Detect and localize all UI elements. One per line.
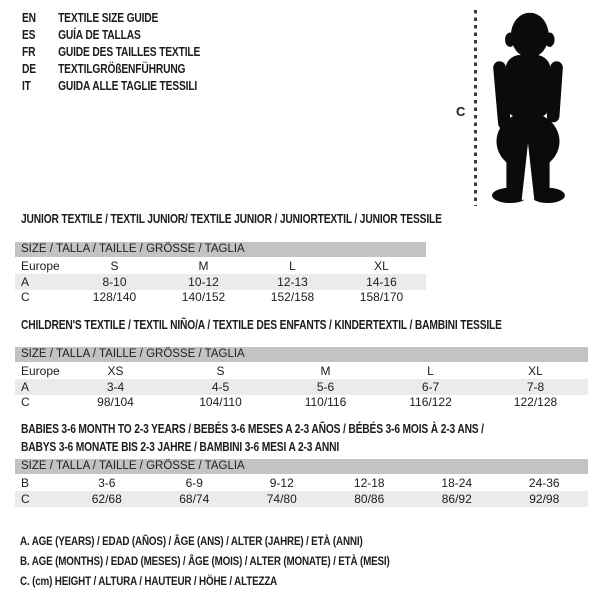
row-label: B <box>21 476 30 491</box>
junior-table-title: JUNIOR TEXTILE / TEXTIL JUNIOR/ TEXTILE JUNIOR / JUNIORTEXTIL / JUNIOR TESSILE <box>21 212 442 226</box>
value-cell: 92/98 <box>529 491 560 506</box>
value-cell: 6-7 <box>421 379 440 394</box>
size-cell: M <box>320 364 331 379</box>
value-cell: 3-4 <box>106 379 125 394</box>
table-row-height <box>15 290 426 306</box>
language-code: EN <box>22 11 36 25</box>
value-cell: 140/152 <box>181 290 226 305</box>
table-row-europe <box>15 259 426 275</box>
guide-title-en: TEXTILE SIZE GUIDE <box>58 11 159 25</box>
row-label: C <box>21 491 30 506</box>
guide-title-fr: GUIDE DES TAILLES TEXTILE <box>58 45 201 59</box>
table-row-age <box>15 379 588 395</box>
value-cell: 5-6 <box>316 379 335 394</box>
children-size-table <box>15 347 588 410</box>
babies-title-line2: BABYS 3-6 MONATE BIS 2-3 JAHRE / BAMBINI 3-6 MESI A 2-3 ANNI <box>21 440 340 454</box>
value-cell: 74/80 <box>266 491 297 506</box>
size-header-row: SIZE / TALLA / TAILLE / GRÖSSE / TAGLIA <box>15 347 588 362</box>
language-code: ES <box>22 28 36 42</box>
toddler-silhouette <box>483 8 573 210</box>
language-code: IT <box>22 79 31 93</box>
babies-title-line1: BABIES 3-6 MONTH TO 2-3 YEARS / BEBÉS 3-6 MESES A 2-3 AÑOS / BÉBÉS 3-6 MOIS À 2-3 ANS / <box>21 422 484 436</box>
guide-title-es: GUÍA DE TALLAS <box>58 28 141 42</box>
row-label: Europe <box>21 259 60 274</box>
value-cell: 24-36 <box>528 476 560 491</box>
value-cell: 80/86 <box>354 491 385 506</box>
language-row-it <box>22 78 200 95</box>
language-title-list <box>22 10 239 95</box>
guide-title-it: GUIDA ALLE TAGLIE TESSILI <box>58 79 198 93</box>
size-cell: L <box>289 259 296 274</box>
height-measure-dashed-line <box>474 10 477 206</box>
value-cell: 18-24 <box>441 476 473 491</box>
babies-size-table <box>15 459 588 507</box>
table-row-height <box>15 395 588 411</box>
value-cell: 14-16 <box>366 274 397 289</box>
value-cell: 8-10 <box>102 274 127 289</box>
note-b-age-months: B. AGE (MONTHS) / EDAD (MESES) / ÂGE (MOIS) / ALTER (MONATE) / ETÀ (MESI) <box>20 554 390 568</box>
row-label: C <box>21 290 30 305</box>
junior-size-table <box>15 242 426 305</box>
size-cell: L <box>427 364 434 379</box>
value-cell: 68/74 <box>179 491 210 506</box>
value-cell: 122/128 <box>513 395 558 410</box>
value-cell: 86/92 <box>441 491 472 506</box>
table-row-age-months <box>15 476 588 492</box>
language-code: DE <box>22 62 36 76</box>
value-cell: 98/104 <box>97 395 134 410</box>
value-cell: 4-5 <box>211 379 230 394</box>
note-a-age-years: A. AGE (YEARS) / EDAD (AÑOS) / ÂGE (ANS) / ALTER (JAHRE) / ETÀ (ANNI) <box>20 534 363 548</box>
size-cell: S <box>110 259 119 274</box>
value-cell: 3-6 <box>98 476 116 491</box>
legend-notes <box>20 531 471 591</box>
language-row-fr <box>22 44 200 61</box>
value-cell: 110/116 <box>304 395 347 410</box>
value-cell: 128/140 <box>92 290 137 305</box>
table-row-age <box>15 274 426 290</box>
value-cell: 158/170 <box>359 290 404 305</box>
row-label: A <box>21 274 30 289</box>
row-label: A <box>21 379 30 394</box>
size-header-row: SIZE / TALLA / TAILLE / GRÖSSE / TAGLIA <box>15 459 588 474</box>
value-cell: 7-8 <box>526 379 545 394</box>
language-row-en <box>22 10 200 27</box>
size-cell: M <box>198 259 209 274</box>
value-cell: 10-12 <box>188 274 219 289</box>
size-cell: S <box>216 364 225 379</box>
size-cell: XL <box>374 259 389 274</box>
language-code: FR <box>22 45 36 59</box>
row-label: C <box>21 395 30 410</box>
value-cell: 9-12 <box>269 476 294 491</box>
babies-table-title <box>21 420 585 456</box>
height-marker-label: C <box>456 104 466 119</box>
language-row-de <box>22 61 200 78</box>
value-cell: 12-18 <box>353 476 385 491</box>
guide-title-de: TEXTILGRÖßENFÜHRUNG <box>58 62 186 76</box>
value-cell: 116/122 <box>409 395 452 410</box>
table-row-europe <box>15 364 588 380</box>
size-cell: XS <box>107 364 124 379</box>
value-cell: 12-13 <box>277 274 308 289</box>
row-label: Europe <box>21 364 60 379</box>
size-cell: XL <box>528 364 543 379</box>
children-table-title: CHILDREN'S TEXTILE / TEXTIL NIÑO/A / TEXTILE DES ENFANTS / KINDERTEXTIL / BAMBINI TESSILE <box>21 318 502 332</box>
value-cell: 152/158 <box>270 290 315 305</box>
table-row-height <box>15 491 588 507</box>
value-cell: 6-9 <box>185 476 203 491</box>
value-cell: 104/110 <box>199 395 242 410</box>
value-cell: 62/68 <box>91 491 122 506</box>
language-row-es <box>22 27 200 44</box>
size-header-row: SIZE / TALLA / TAILLE / GRÖSSE / TAGLIA <box>15 242 426 257</box>
note-c-height-cm: C. (cm) HEIGHT / ALTURA / HAUTEUR / HÖHE / ALTEZZA <box>20 574 278 588</box>
